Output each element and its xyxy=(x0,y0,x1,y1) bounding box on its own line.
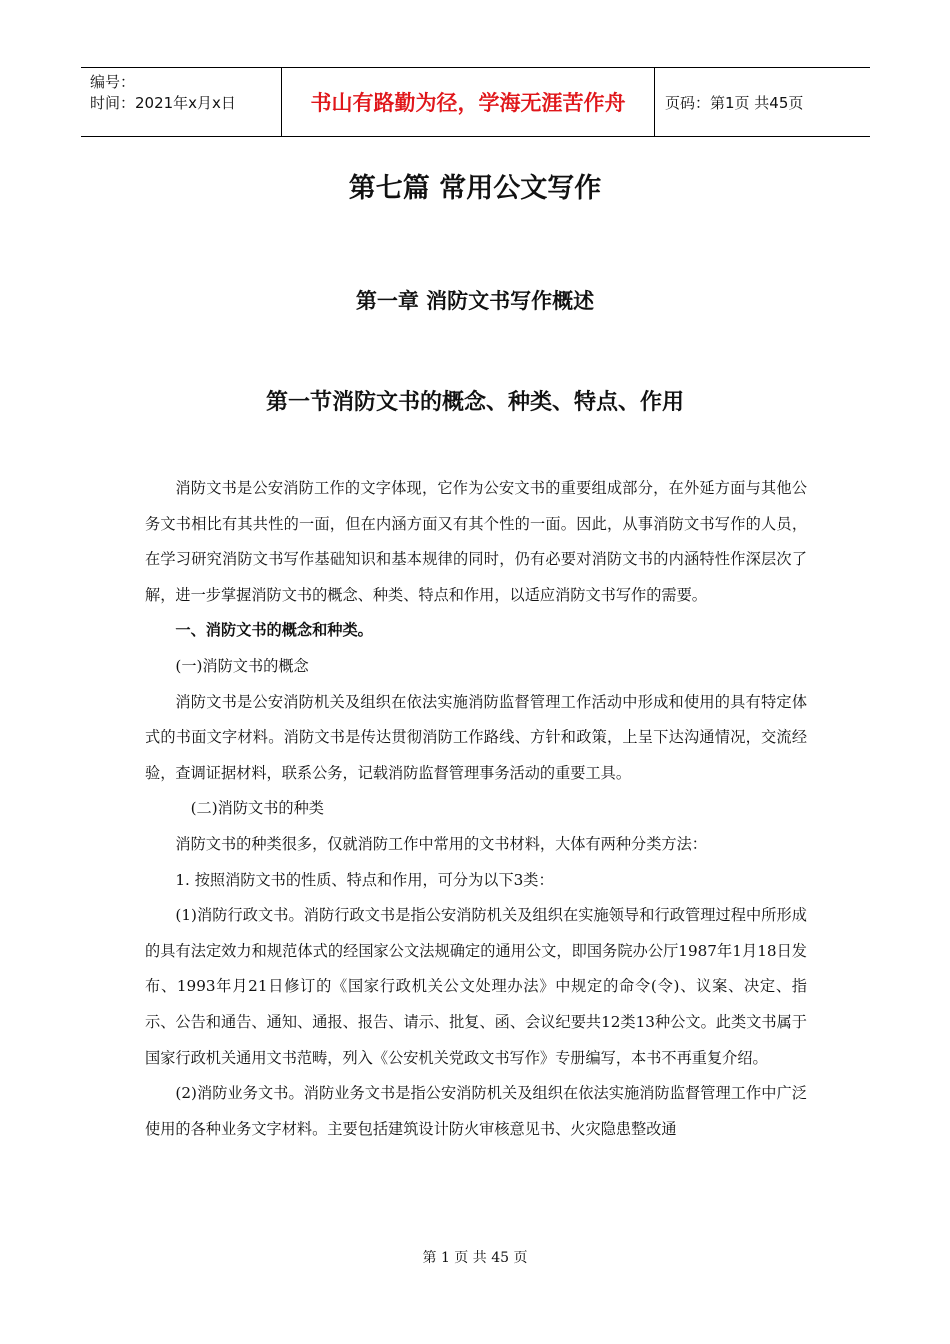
page-footer: 第 1 页 共 45 页 xyxy=(422,1250,528,1266)
list-item-classification: 1. 按照消防文书的性质、特点和作用，可分为以下3类： xyxy=(175,870,554,889)
header-motto: 书山有路勤为径，学海无涯苦作舟 xyxy=(282,68,655,136)
document-body xyxy=(145,471,807,1147)
section-title: 第一节消防文书的概念、种类、特点、作用 xyxy=(265,390,684,415)
document-header xyxy=(81,67,870,137)
chapter-title: 第一章 消防文书写作概述 xyxy=(355,289,595,313)
paragraph: (2)消防业务文书。消防业务文书是指公安消防机关及组织在依法实施消防监督管理工作中广泛使用的各种业务文字材料。主要包括建筑设计防火审核意见书、火灾隐患整改通 xyxy=(145,1084,807,1138)
heading-concept-and-types: 一、消防文书的概念和种类。 xyxy=(175,621,373,640)
header-page-info: 页码：第1页 共45页 xyxy=(665,93,804,112)
paragraph: (1)消防行政文书。消防行政文书是指公安消防机关及组织在实施领导和行政管理过程中所形成的具有法定效力和规范体式的经国家公文法规确定的通用公文，即国务院办公厅1987年1月18日发布、1993年月21日修订的《国家行政机关公文处理办法》中规定的命令(令)、议案、决定、指示、公告和通告、通知、通报、报告、请示、批复、函、会议纪要共12类13种公文。此类文书属于国家行政机关通用文书范畴，列入《公安机关党政文书写作》专册编写，本书不再重复介绍。 xyxy=(145,906,807,1067)
document-date: 时间：2021年x月x日 xyxy=(90,94,236,112)
subheading-concept: (一)消防文书的概念 xyxy=(175,656,309,675)
header-meta xyxy=(81,68,282,136)
part-title: 第七篇 常用公文写作 xyxy=(348,173,602,204)
document-number-label: 编号： xyxy=(90,73,136,91)
paragraph: 消防文书的种类很多，仅就消防工作中常用的文书材料，大体有两种分类方法： xyxy=(175,834,707,853)
subheading-types: (二)消防文书的种类 xyxy=(190,799,324,818)
paragraph: 消防文书是公安消防工作的文字体现，它作为公安文书的重要组成部分，在外延方面与其他公务文书相比有其共性的一面，但在内涵方面又有其个性的一面。因此，从事消防文书写作的人员，在学习研究消防文书写作基础知识和基本规律的同时，仍有必要对消防文书的内涵特性作深层次了解，进一步掌握消防文书的概念、种类、特点和作用，以适应消防文书写作的需要。 xyxy=(145,479,807,604)
paragraph: 消防文书是公安消防机关及组织在依法实施消防监督管理工作活动中形成和使用的具有特定体式的书面文字材料。消防文书是传达贯彻消防工作路线、方针和政策，上呈下达沟通情况，交流经验，查调证据材料，联系公务，记载消防监督管理事务活动的重要工具。 xyxy=(145,692,807,782)
